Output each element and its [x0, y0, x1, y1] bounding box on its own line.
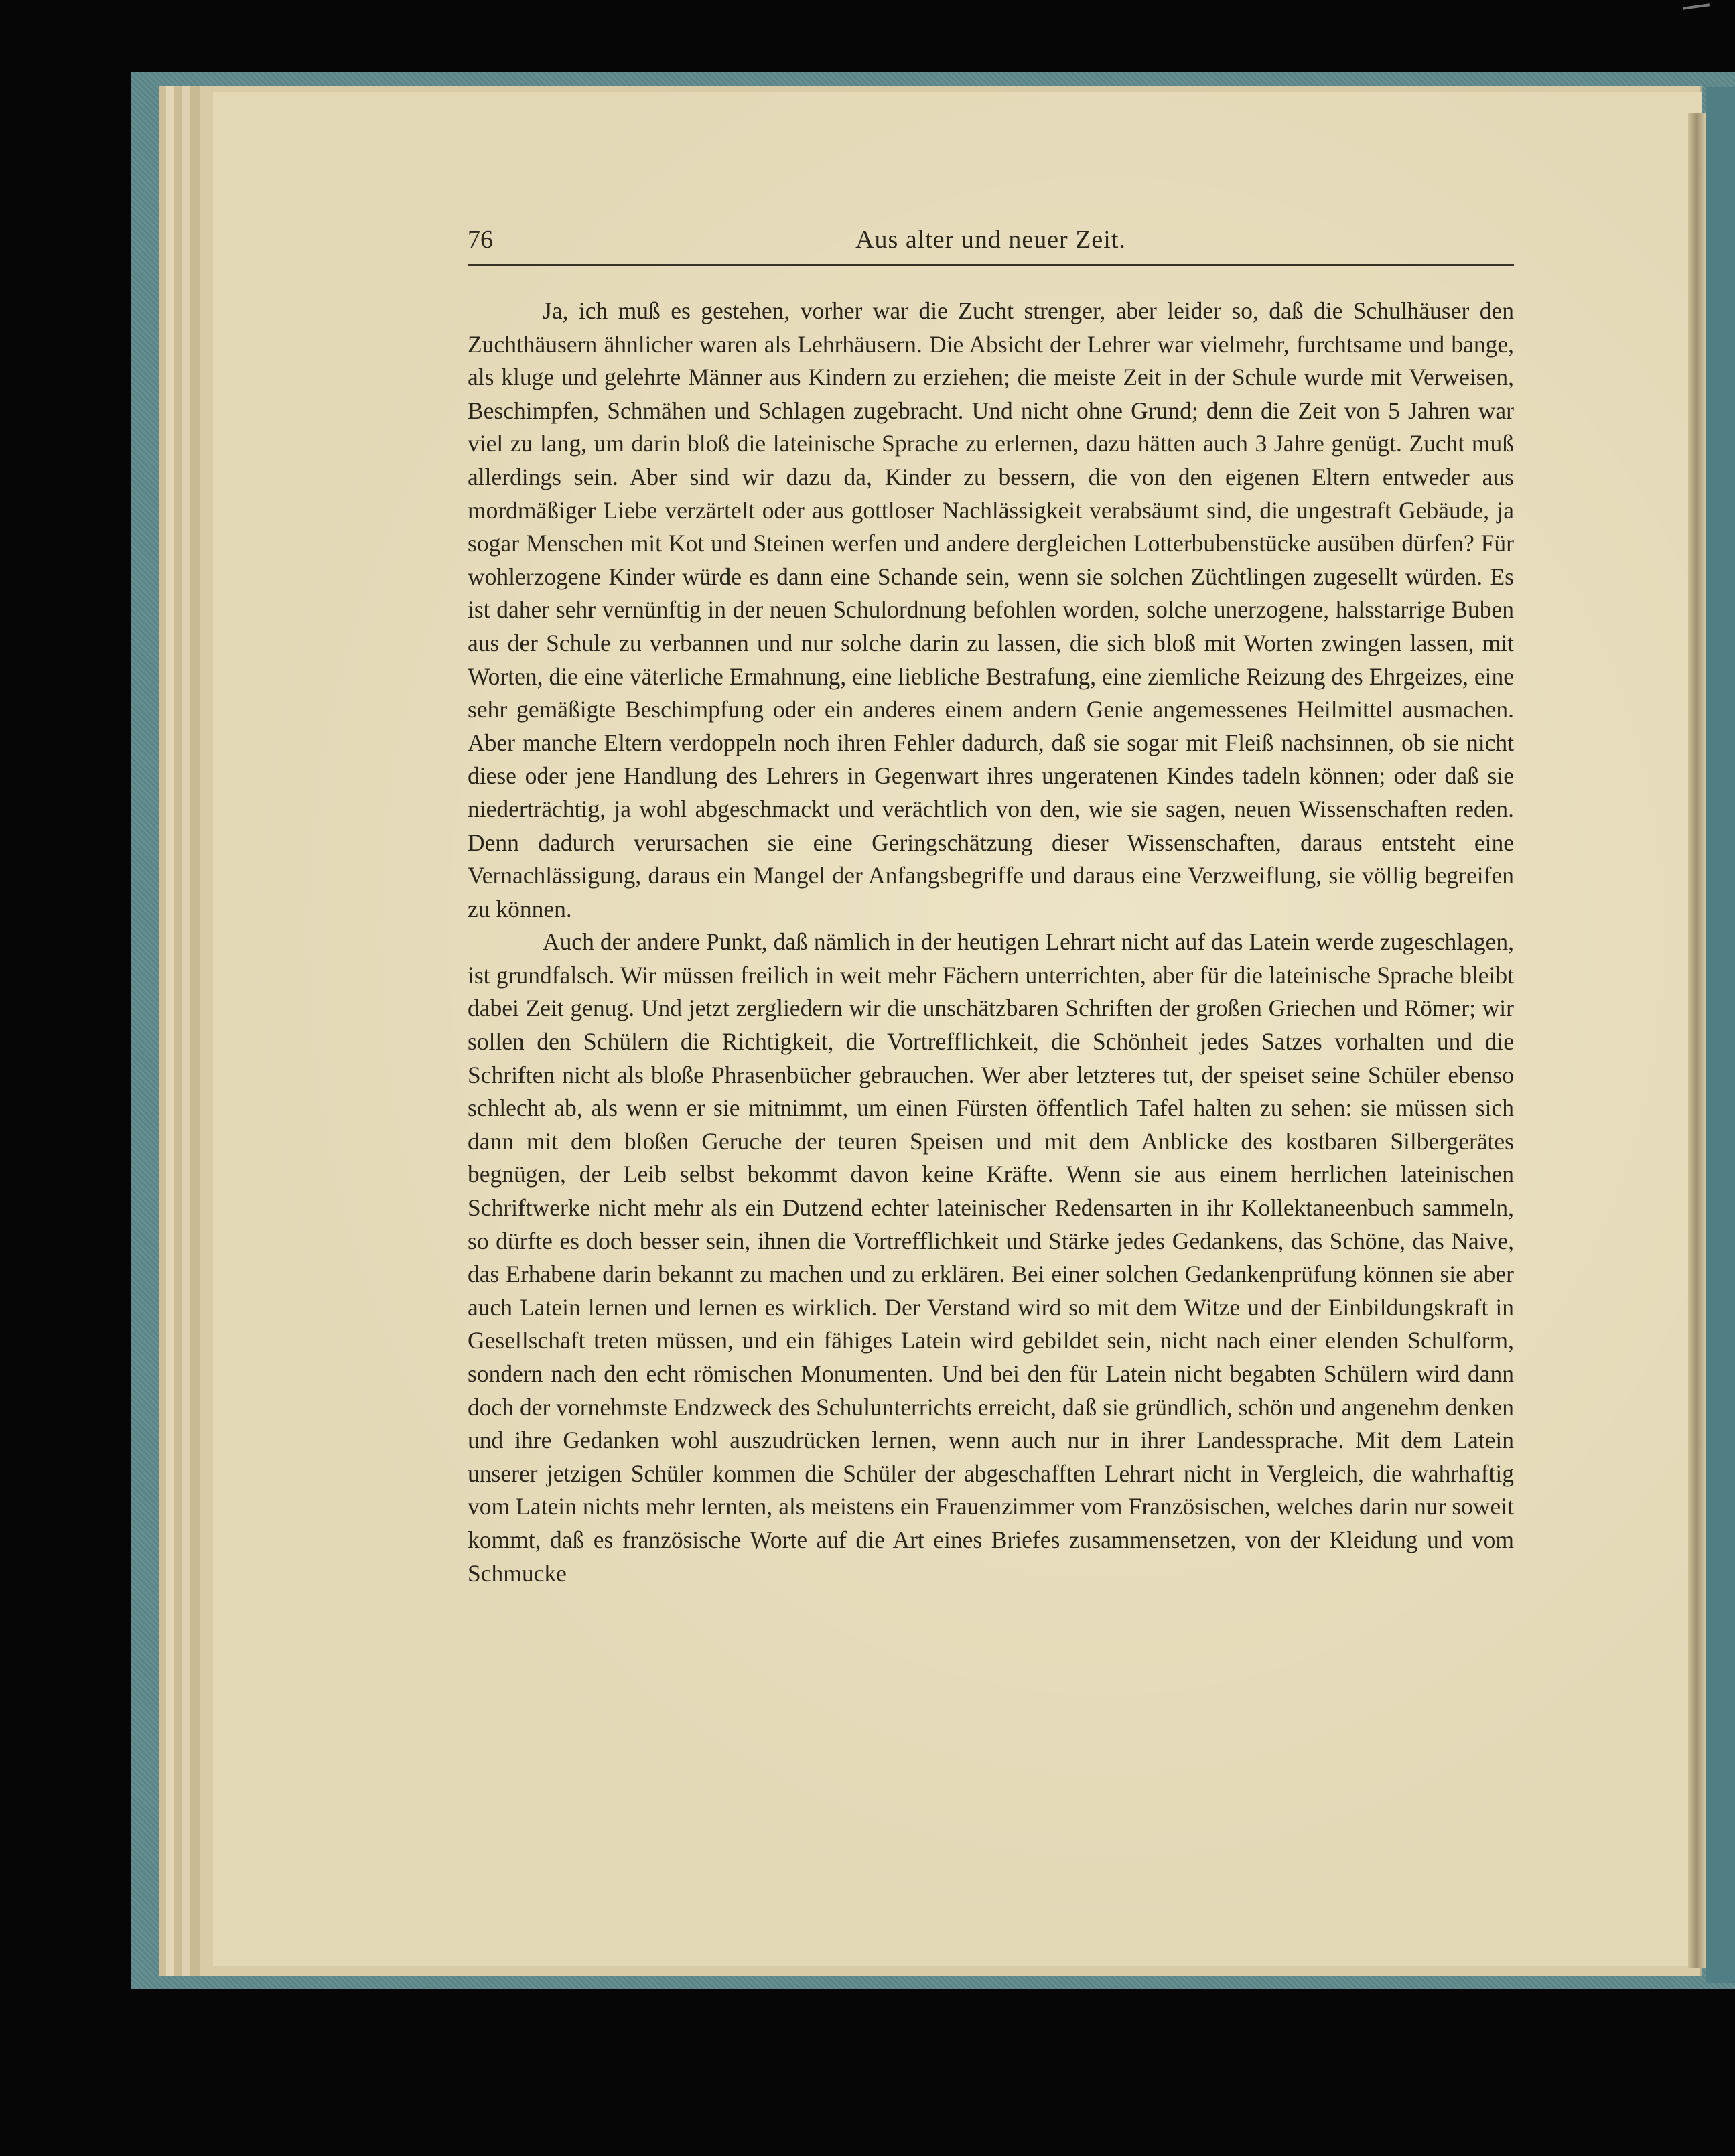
paragraph-2: Auch der andere Punkt, daß nämlich in der heutigen Lehrart nicht auf das Latein werde zugeschlagen, ist grundfalsch. Wir müssen freilich in weit mehr Fächern unterrichten, aber für die lateinische Sprache bleibt dabei Zeit genug. Und jetzt zergliedern wir die unschätzbaren Schriften der großen Griechen und Römer; wir sollen den Schülern die Richtigkeit, die Vortrefflichkeit, die Schönheit jedes Satzes vorhalten und die Schriften nicht als bloße Phrasenbücher gebrauchen. Wer aber letzteres tut, der speiset seine Schüler ebenso schlecht ab, als wenn er sie mitnimmt, um einen Fürsten öffentlich Tafel halten zu sehen: sie müssen sich dann mit dem bloßen Geruche der teuren Speisen und mit dem Anblicke des kostbaren Silbergerätes begnügen, der Leib selbst bekommt davon keine Kräfte. Wenn sie aus einem herrlichen lateinischen Schriftwerke nicht mehr als ein Dutzend echter lateinischer Redensarten in ihr Kollektaneenbuch sammeln, so dürfte es doch besser sein, ihnen die Vortrefflichkeit und Stärke jedes Gedankens, das Schöne, das Naive, das Erhabene darin bekannt zu machen und zu erklären. Bei einer solchen Gedankenprüfung können sie aber auch Latein lernen und lernen es wirklich. Der Verstand wird so mit dem Witze und der Einbildungskraft in Gesellschaft treten müssen, und ein fähiges Latein wird gebildet sein, nicht nach einer elenden Schulform, sondern nach den echt römischen Monumenten. Und bei den für Latein nicht begabten Schülern wird dann doch der vornehmste Endzweck des Schulunterrichts erreicht, daß sie gründlich, schön und angenehm denken und ihre Gedanken wohl auszudrücken lernen, wenn auch nur in ihrer Landessprache. Mit dem Latein unserer jetzigen Schüler kommen die Schüler der abgeschafften Lehrart nicht in Vergleich, die wahrhaftig vom Latein nichts mehr lernten, als meistens ein Frauenzimmer vom Französischen, welches darin nur soweit kommt, daß es französische Worte auf die Art eines Briefes zusammensetzen, von der Kleidung und vom Schmucke — [468, 928, 1514, 1587]
running-header — [468, 221, 1514, 263]
paragraph-1: Ja, ich muß es gestehen, vorher war die Zucht strenger, aber leider so, daß die Schulhäuser den Zuchthäusern ähnlicher waren als Lehrhäusern. Die Absicht der Lehrer war vielmehr, furchtsame und bange, als kluge und gelehrte Männer aus Kindern zu erziehen; die meiste Zeit in der Schule wurde mit Verweisen, Beschimpfen, Schmähen und Schlagen zugebracht. Und nicht ohne Grund; denn die Zeit von 5 Jahren war viel zu lang, um darin bloß die lateinische Sprache zu erlernen, dazu hätten auch 3 Jahre genügt. Zucht muß allerdings sein. Aber sind wir dazu da, Kinder zu bessern, die von den eigenen Eltern entweder aus mordmäßiger Liebe verzärtelt oder aus gottloser Nachlässigkeit verabsäumt sind, die ungestraft Gebäude, ja sogar Menschen mit Kot und Steinen werfen und andere dergleichen Lotterbubenstücke ausüben dürfen? Für wohlerzogene Kinder würde es dann eine Schande sein, wenn sie solchen Züchtlingen zugesellt würden. Es ist daher sehr vernünftig in der neuen Schulordnung befohlen worden, solche unerzogene, halsstarrige Buben aus der Schule zu verbannen und nur solche darin zu lassen, die sich bloß mit Worten zwingen lassen, mit Worten, die eine väterliche Ermahnung, eine liebliche Bestrafung, eine ziemliche Reizung des Ehrgeizes, eine sehr gemäßigte Beschimpfung oder ein anderes einem andern Genie angemessenes Heilmittel ausmachen. Aber manche Eltern verdoppeln noch ihren Fehler dadurch, daß sie sogar mit Fleiß nachsinnen, ob sie nicht diese oder jene Handlung des Lehrers in Gegenwart ihres ungeratenen Kindes tadeln können; oder daß sie niederträchtig, ja wohl abgeschmackt und verächtlich von den, wie sie sagen, neuen Wissenschaften reden. Denn dadurch verursachen sie eine Geringschätzung dieser Wissenschaften, daraus entsteht eine Vernachlässigung, daraus ein Mangel der Anfangsbegriffe und daraus eine Verzweiflung, sie völlig begreifen zu können. — [468, 297, 1514, 922]
body-text — [468, 295, 1514, 1590]
running-title: Aus alter und neuer Zeit. — [855, 226, 1126, 254]
page-gutter — [1688, 113, 1706, 1968]
scan-artifact — [1683, 3, 1710, 10]
cover-edge-right — [1706, 87, 1735, 1983]
header-rule — [468, 264, 1514, 266]
page-number: 76 — [468, 226, 493, 254]
